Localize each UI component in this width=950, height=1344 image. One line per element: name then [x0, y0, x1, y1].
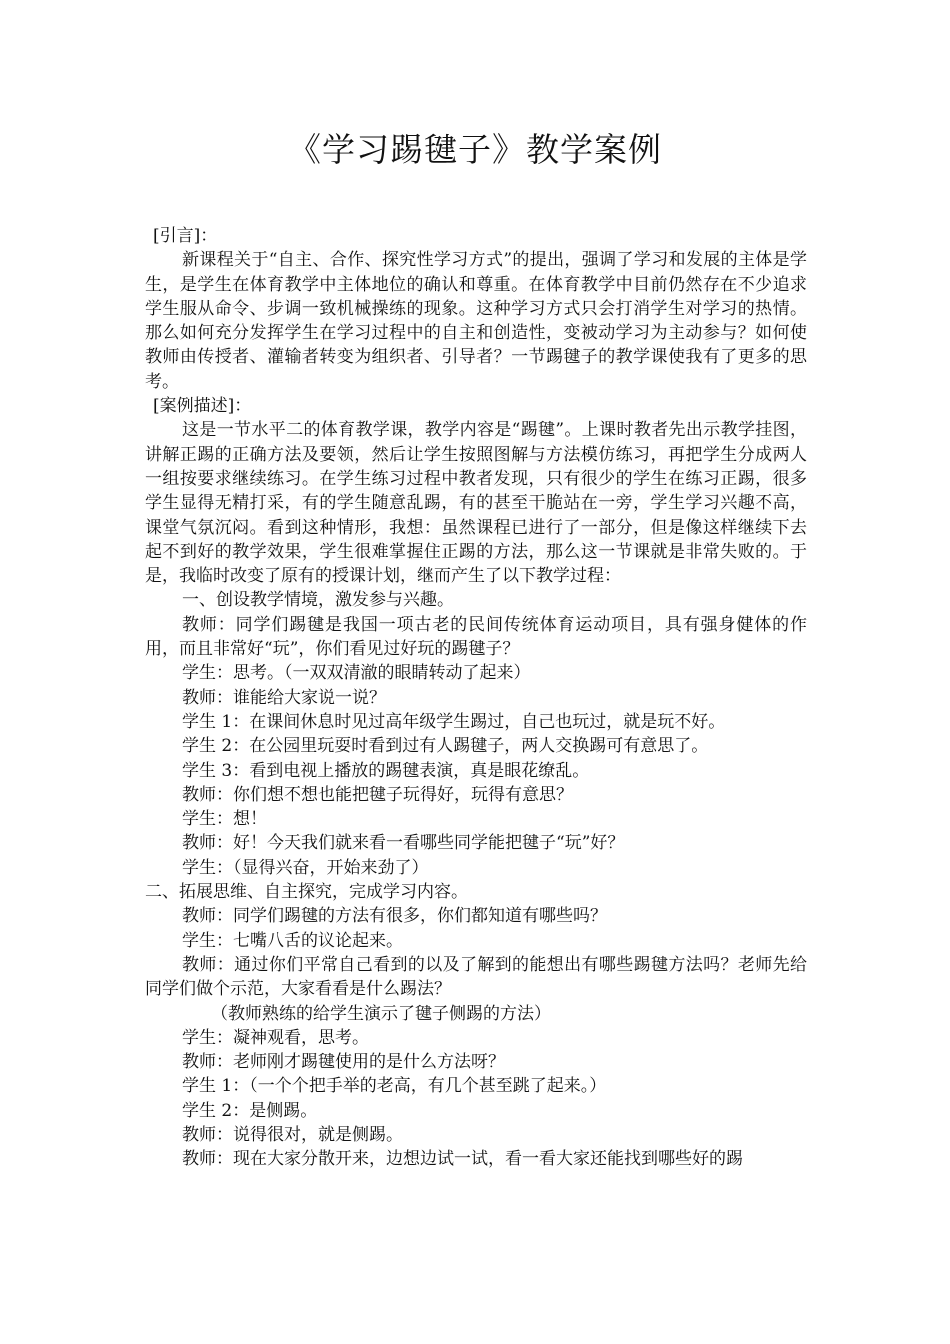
dialogue-line: 教师：说得很对，就是侧踢。: [182, 1124, 403, 1145]
dialogue-line: 学生 1：在课间休息时见过高年级学生踢过，自己也玩过，就是玩不好。: [182, 711, 726, 732]
dialogue-line: 学生 2：是侧踢。: [182, 1100, 318, 1121]
dialogue-line: 教师：谁能给大家说一说？: [182, 687, 386, 708]
dialogue-line: 学生：思考。（一双双清澈的眼睛转动了起来）: [182, 663, 531, 684]
dialogue-line: 学生：（显得兴奋，开始来劲了）: [182, 857, 429, 878]
dialogue-line: 教师：你们想不想也能把毽子玩得好，玩得有意思？: [182, 784, 573, 805]
dialogue-line: 学生：凝神观看，思考。: [182, 1027, 369, 1048]
dialogue-line: 教师：现在大家分散开来，边想边试一试，看一看大家还能找到哪些好的踢: [182, 1149, 743, 1170]
subsection-heading: 一、创设教学情境，激发参与兴趣。: [182, 590, 454, 611]
dialogue-line: 学生 1：（一个个把手举的老高，有几个甚至跳了起来。）: [182, 1076, 607, 1097]
paragraph: 这是一节水平二的体育教学课，教学内容是“踢毽”。上课时教者先出示教学挂图，讲解正踢的正确方法及要领，然后让学生按照图解与方法模仿练习，再把学生分成两人一组按要求继续练习。在学生练习过程中教者发现，只有很少的学生在练习正踢，很多学生显得无精打采，有的学生随意乱踢，有的甚至干脆站在一旁，学生学习兴趣不高，课堂气氛沉闷。看到这种情形，我想：虽然课程已进行了一部分，但是像这样继续下去起不到好的教学效果，学生很难掌握住正踢的方法，那么这一节课就是非常失败的。于是，我临时改变了原有的授课计划，继而产生了以下教学过程：: [145, 420, 807, 587]
subsection-heading: 二、拓展思维、自主探究，完成学习内容。: [145, 882, 468, 903]
dialogue-line: 教师：老师刚才踢毽使用的是什么方法呀？: [182, 1052, 505, 1073]
document-body: [145, 224, 807, 1172]
dialogue-line: 学生 2：在公园里玩耍时看到过有人踢毽子，两人交换踢可有意思了。: [182, 736, 709, 757]
section-heading-intro: [引言]：: [153, 226, 218, 246]
paragraph: 新课程关于“自主、合作、探究性学习方式”的提出，强调了学习和发展的主体是学生，是学生在体育教学中主体地位的确认和尊重。在体育教学中目前仍然存在不少追求学生服从命令、步调一致机械操练的现象。这种学习方式只会打消学生对学习的热情。那么如何充分发挥学生在学习过程中的自主和创造性，变被动学习为主动参与？如何使教师由传授者、灌输者转变为组织者、引导者？一节踢毽子的教学课使我有了更多的思考。: [145, 250, 807, 392]
document-title: 《学习踢毽子》教学案例: [288, 130, 662, 169]
stage-direction: （教师熟练的给学生演示了毽子侧踢的方法）: [211, 1003, 551, 1024]
dialogue-line: 教师：好！今天我们就来看一看哪些同学能把毽子“玩”好？: [182, 833, 625, 854]
dialogue-line: 学生：七嘴八舌的议论起来。: [182, 930, 403, 951]
dialogue-line: 教师：同学们踢毽的方法有很多，你们都知道有哪些吗？: [182, 906, 607, 927]
dialogue-line: 教师：同学们踢毽是我国一项古老的民间传统体育运动项目，具有强身健体的作用，而且非常好“玩”，你们看见过好玩的踢毽子？: [145, 614, 807, 660]
section-heading-case: [案例描述]：: [153, 396, 252, 417]
dialogue-line: 教师：通过你们平常自己看到的以及了解到的能想出有哪些踢毽方法吗？老师先给同学们做个示范，大家看看是什么踢法？: [145, 954, 807, 1000]
dialogue-line: 学生：想！: [182, 809, 267, 830]
dialogue-line: 学生 3：看到电视上播放的踢毽表演，真是眼花缭乱。: [182, 760, 590, 781]
